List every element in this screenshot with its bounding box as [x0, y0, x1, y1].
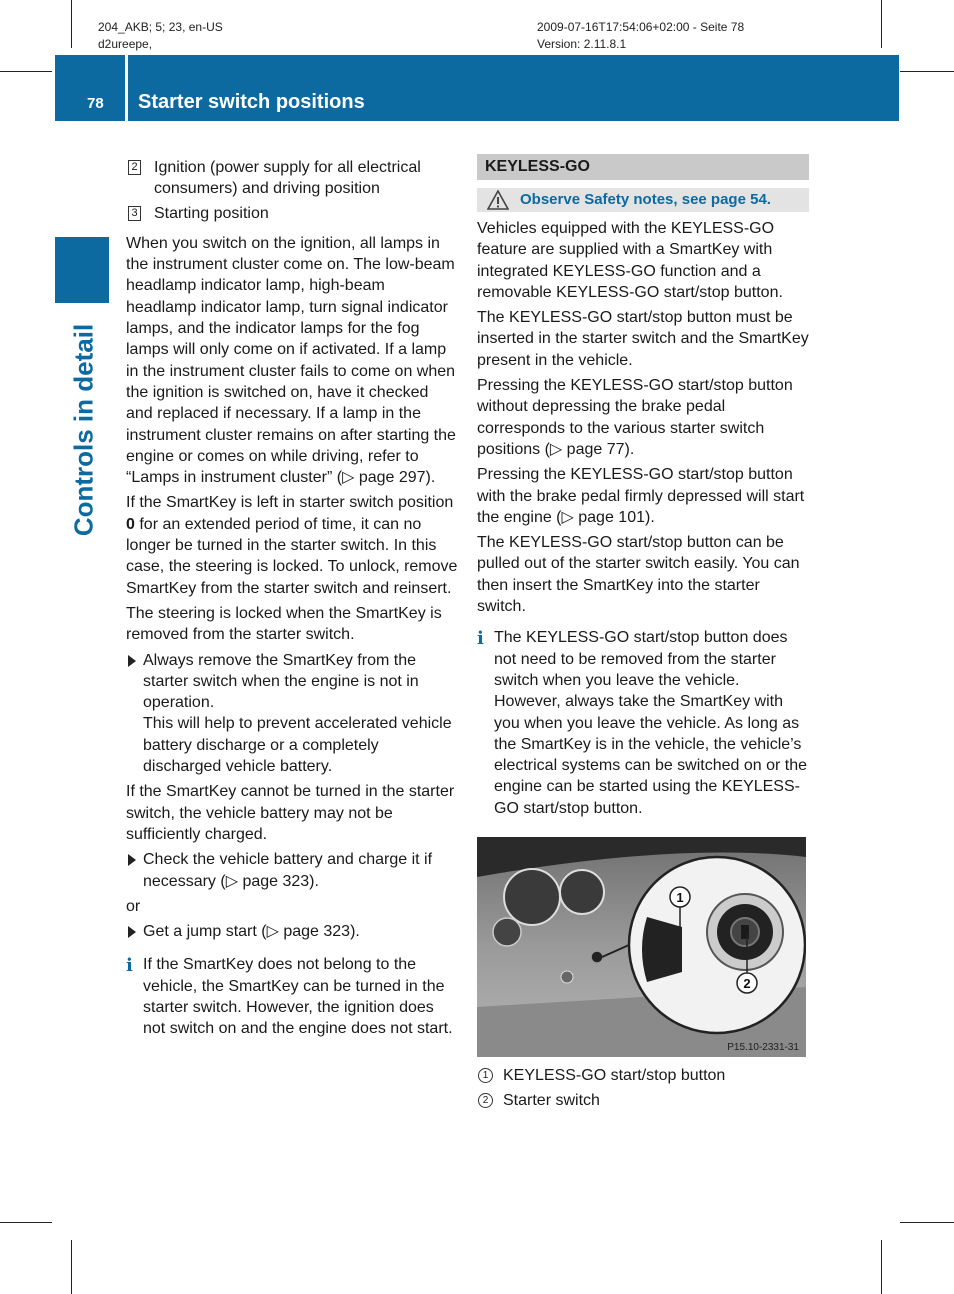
list-item: [126, 203, 458, 224]
section-heading: KEYLESS-GO: [477, 154, 809, 180]
side-section-label: Controls in detail: [68, 323, 99, 537]
safety-warning: [477, 188, 809, 212]
paragraph: The steering is locked when the SmartKey is removed from the starter switch.: [126, 604, 442, 644]
info-icon: i: [477, 628, 484, 650]
position-number: 2: [128, 160, 141, 175]
header-divider: [125, 55, 128, 121]
instruction-text: Get a jump start (▷ page 323).: [143, 923, 360, 941]
legend-text: Starter switch: [503, 1092, 600, 1110]
photo-code: P15.10-2331-31: [727, 1042, 799, 1054]
paragraph: When you switch on the ignition, all lamps in the instrument cluster come on. The low-beam headlamp indicator lamp, high-beam headlamp indicator lamp, turn signal indicator lamps, and the indicator lamps for the fog lamps will only come on if activated. If a lamp in the instrument cluster fails to come on when the ignition is switched on, have it checked and replaced if necessary. If a lamp in the instrument cluster remains on after starting the engine or comes on while driving, refer to “Lamps in instrument cluster” (▷ page 297).: [126, 234, 456, 487]
legend-item: [477, 1090, 809, 1111]
paragraph: Vehicles equipped with the KEYLESS-GO feature are supplied with a SmartKey with integrated KEYLESS-GO function and a removable KEYLESS-GO start/stop button.: [477, 220, 783, 301]
paragraph: [126, 492, 458, 598]
paragraph: If the SmartKey cannot be turned in the starter switch, the vehicle battery may not be sufficiently charged.: [126, 783, 455, 843]
instruction-step: [126, 849, 458, 892]
paragraph: The KEYLESS-GO start/stop button must be inserted in the starter switch and the SmartKey present in the vehicle.: [477, 309, 809, 369]
doc-id-line1: 204_AKB; 5; 23, en-US: [98, 20, 223, 34]
paragraph: Pressing the KEYLESS-GO start/stop button without depressing the brake pedal corresponds to the various starter switch positions (▷ page 77).: [477, 377, 793, 458]
doc-id: [98, 19, 223, 53]
legend-number: 1: [478, 1068, 493, 1083]
paragraph: Pressing the KEYLESS-GO start/stop button with the brake pedal firmly depressed will start the engine (▷ page 101).: [477, 466, 805, 526]
crop-mark: [0, 1222, 52, 1223]
doc-id-line2: d2ureepe,: [98, 37, 153, 51]
photo-callout-1: 1: [676, 890, 684, 906]
warning-triangle-icon: [487, 190, 509, 210]
crop-mark: [881, 0, 882, 48]
or-text: or: [126, 897, 141, 915]
instruction-text: Always remove the SmartKey from the starter switch when the engine is not in operation.: [143, 651, 419, 712]
crop-mark: [900, 71, 954, 72]
info-note: [477, 627, 809, 819]
doc-version: Version: 2.11.8.1: [537, 37, 627, 51]
bullet-arrow-icon: [128, 655, 136, 667]
info-text: The KEYLESS-GO start/stop button does not need to be removed from the starter switch when you leave the vehicle. However, always take the SmartKey with you when you leave the vehicle. As long as the SmartKey is in the vehicle, the vehicle’s electrical systems can be switched on or the engine can be started using the KEYLESS-GO start/stop button.: [494, 629, 808, 817]
page-title: Starter switch positions: [138, 91, 365, 113]
legend-number: 2: [478, 1093, 493, 1108]
photo-callout-2: 2: [743, 976, 751, 992]
info-note: [126, 954, 458, 1039]
list-item: [126, 157, 458, 200]
paragraph: The KEYLESS-GO start/stop button can be pulled out of the starter switch easily. You can then insert the SmartKey into the starter switch.: [477, 534, 800, 616]
list-item-text: Starting position: [154, 204, 269, 222]
instruction-step: [126, 650, 458, 778]
page-number: 78: [87, 95, 104, 112]
crop-mark: [71, 1240, 72, 1294]
instruction-text: Check the vehicle battery and charge it if necessary (▷ page 323).: [143, 851, 433, 890]
list-item-text: Ignition (power supply for all electrical consumers) and driving position: [154, 159, 421, 198]
paragraph-text: for an extended period of time, it can no longer be turned in the starter switch. In this case, the steering is locked. To unlock, remove SmartKey from the starter switch and reinsert.: [126, 515, 458, 597]
crop-mark: [900, 1222, 954, 1223]
warning-text: Observe Safety notes, see page 54.: [520, 191, 771, 208]
paragraph-text: If the SmartKey is left in starter switch position: [126, 494, 454, 512]
bullet-arrow-icon: [128, 926, 136, 938]
legend-item: [477, 1065, 809, 1086]
bullet-arrow-icon: [128, 854, 136, 866]
left-column: [126, 157, 458, 1040]
doc-date: [537, 19, 744, 53]
info-text: If the SmartKey does not belong to the vehicle, the SmartKey can be turned in the starter switch. However, the ignition does not switch on and the engine does not start.: [143, 956, 453, 1038]
position-number: 3: [128, 206, 141, 221]
crop-mark: [0, 71, 52, 72]
instruction-note: This will help to prevent accelerated vehicle battery discharge or a completely discharged vehicle battery.: [143, 715, 452, 776]
legend-text: KEYLESS-GO start/stop button: [503, 1067, 726, 1085]
instruction-step: [126, 921, 458, 942]
keyless-go-photo: [477, 837, 806, 1057]
crop-mark: [881, 1240, 882, 1294]
side-tab: [55, 237, 109, 303]
doc-date-line1: 2009-07-16T17:54:06+02:00 - Seite 78: [537, 20, 745, 34]
position-zero: 0: [126, 515, 135, 533]
page-header: [55, 55, 899, 121]
right-column: [477, 154, 809, 1112]
info-icon: i: [126, 955, 133, 977]
crop-mark: [71, 0, 72, 48]
